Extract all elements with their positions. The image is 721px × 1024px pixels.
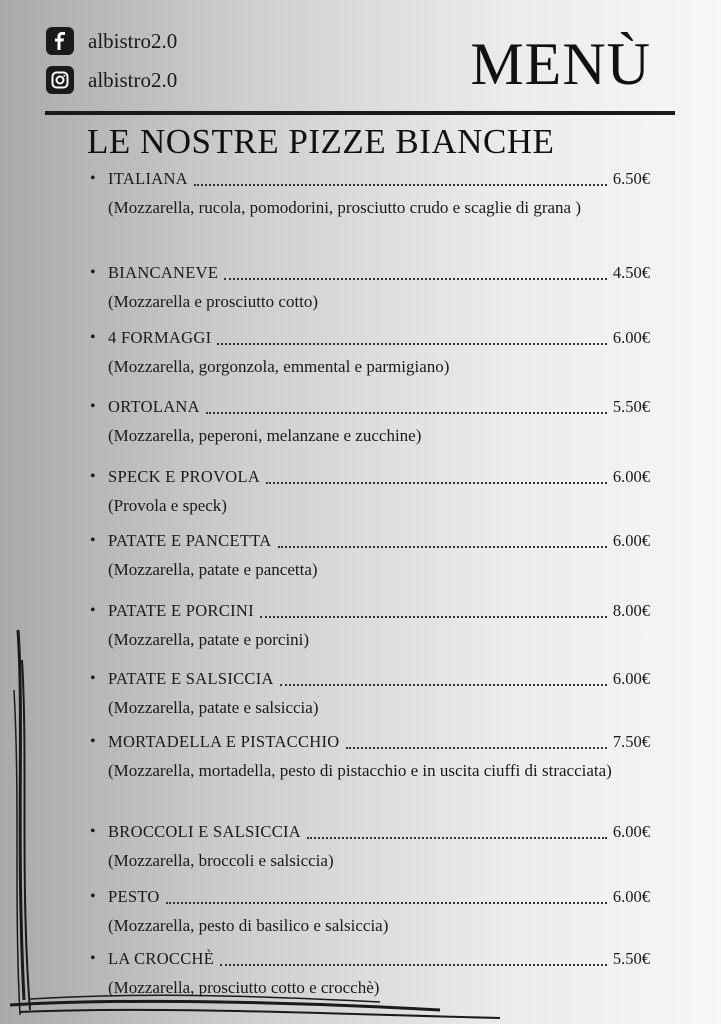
menu-item: • PATATE E SALSICCIA 6.00€ (Mozzarella, patate e salsiccia) — [90, 668, 650, 722]
item-price: 6.00€ — [612, 531, 650, 550]
item-description: (Mozzarella, prosciutto cotto e crocchè) — [108, 978, 380, 997]
item-description: (Mozzarella, mortadella, pesto di pistacchio e in uscita ciuffi di stracciata) — [108, 761, 612, 780]
item-price: 6.00€ — [612, 887, 650, 906]
item-description: (Mozzarella, pesto di basilico e salsiccia) — [108, 916, 389, 935]
menu-item: • LA CROCCHÈ 5.50€ (Mozzarella, prosciutto cotto e crocchè) — [90, 948, 650, 1002]
item-price: 6.50€ — [612, 169, 650, 188]
item-price: 5.50€ — [612, 949, 650, 968]
menu-item: • MORTADELLA E PISTACCHIO 7.50€ (Mozzarella, mortadella, pesto di pistacchio e in uscita ciuffi di stracciata) — [90, 731, 650, 785]
item-name: ITALIANA — [108, 169, 188, 188]
leader-dots — [194, 183, 607, 186]
item-price: 6.00€ — [612, 669, 650, 688]
instagram-handle[interactable]: albistro2.0 — [88, 67, 178, 92]
menu-item: • PESTO 6.00€ (Mozzarella, pesto di basilico e salsiccia) — [90, 886, 650, 940]
menu-item: • SPECK E PROVOLA 6.00€ (Provola e speck) — [90, 466, 650, 520]
leader-dots — [278, 545, 607, 548]
menu-item: • PATATE E PORCINI 8.00€ (Mozzarella, patate e porcini) — [90, 600, 650, 654]
item-name: ORTOLANA — [108, 397, 200, 416]
menu-item: • BROCCOLI E SALSICCIA 6.00€ (Mozzarella, broccoli e salsiccia) — [90, 821, 650, 875]
item-price: 6.00€ — [612, 822, 650, 841]
item-description: (Mozzarella, broccoli e salsiccia) — [108, 851, 334, 870]
section-title: LE NOSTRE PIZZE BIANCHE — [87, 122, 555, 161]
item-name: PATATE E PANCETTA — [108, 531, 272, 550]
menu-item: • 4 FORMAGGI 6.00€ (Mozzarella, gorgonzola, emmental e parmigiano) — [90, 327, 650, 381]
item-price: 5.50€ — [612, 397, 650, 416]
item-description: (Mozzarella, patate e porcini) — [108, 630, 310, 649]
menu-title: MENÙ — [470, 31, 651, 97]
menu-item: • BIANCANEVE 4.50€ (Mozzarella e prosciutto cotto) — [90, 262, 650, 316]
item-name: 4 FORMAGGI — [108, 328, 212, 347]
facebook-handle[interactable]: albistro2.0 — [88, 28, 178, 53]
item-name: PATATE E SALSICCIA — [108, 669, 274, 688]
item-description: (Mozzarella, patate e salsiccia) — [108, 698, 319, 717]
item-description: (Mozzarella e prosciutto cotto) — [108, 292, 319, 311]
menu-item: • ITALIANA 6.50€ (Mozzarella, rucola, pomodorini, prosciutto crudo e scaglie di grana ) — [90, 168, 650, 222]
menu-item: • ORTOLANA 5.50€ (Mozzarella, peperoni, melanzane e zucchine) — [90, 396, 650, 450]
menu-item: • PATATE E PANCETTA 6.00€ (Mozzarella, patate e pancetta) — [90, 530, 650, 584]
leader-dots — [206, 411, 607, 414]
item-description: (Mozzarella, patate e pancetta) — [108, 560, 318, 579]
item-price: 4.50€ — [612, 263, 650, 282]
leader-dots — [266, 481, 607, 484]
brush-stroke-decoration — [0, 600, 721, 1024]
item-name: MORTADELLA E PISTACCHIO — [108, 732, 340, 751]
item-name: BIANCANEVE — [108, 263, 219, 282]
item-name: BROCCOLI E SALSICCIA — [108, 822, 302, 841]
item-name: PATATE E PORCINI — [108, 601, 254, 620]
item-price: 6.00€ — [612, 328, 650, 347]
leader-dots — [217, 342, 606, 345]
item-description: (Provola e speck) — [108, 496, 227, 515]
item-price: 8.00€ — [612, 601, 650, 620]
item-name: PESTO — [108, 887, 160, 906]
leader-dots — [224, 277, 607, 280]
item-description: (Mozzarella, rucola, pomodorini, prosciutto crudo e scaglie di grana ) — [108, 198, 581, 217]
item-name: SPECK E PROVOLA — [108, 467, 261, 486]
item-name: LA CROCCHÈ — [108, 949, 215, 968]
item-description: (Mozzarella, peperoni, melanzane e zucchine) — [108, 426, 422, 445]
item-price: 6.00€ — [612, 467, 650, 486]
item-description: (Mozzarella, gorgonzola, emmental e parmigiano) — [108, 357, 450, 376]
item-price: 7.50€ — [612, 732, 650, 751]
